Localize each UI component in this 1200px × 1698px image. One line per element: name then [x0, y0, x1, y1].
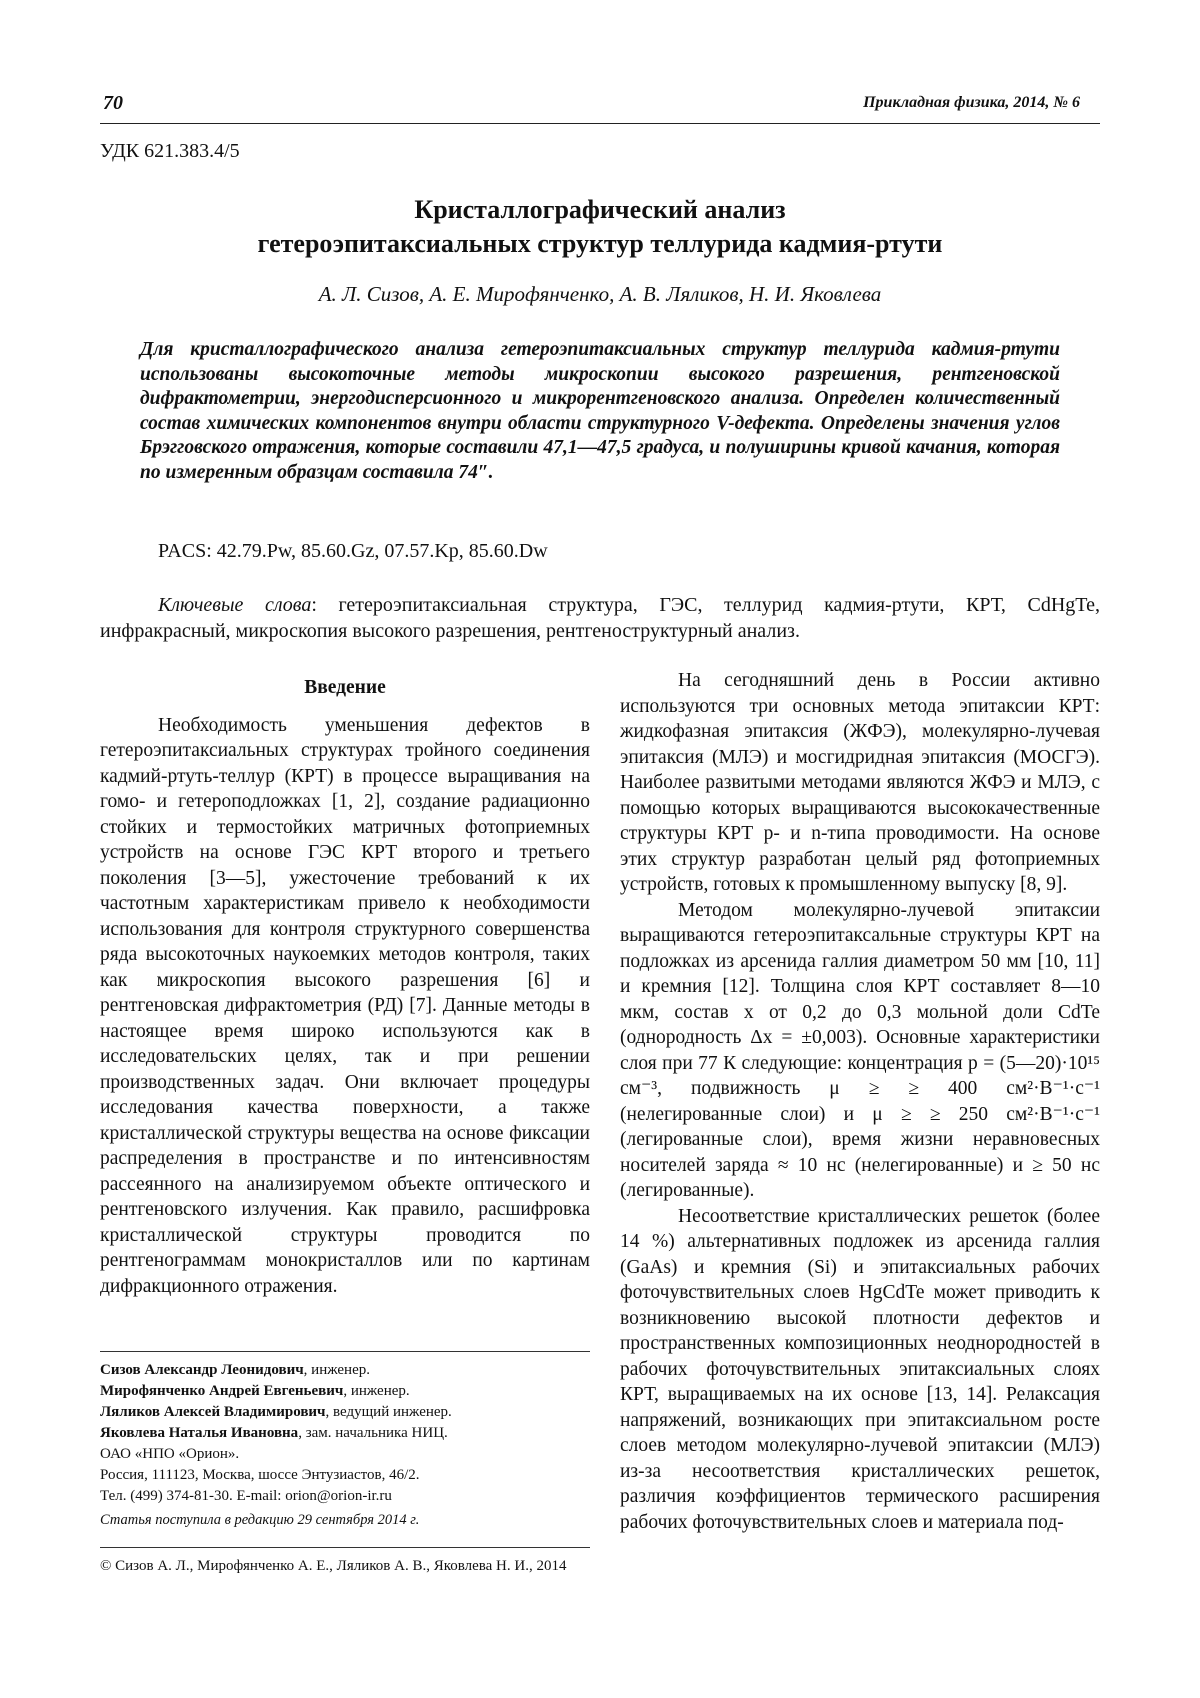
author-affiliations	[100, 1360, 590, 1507]
affiliation-line	[100, 1423, 590, 1444]
header-divider	[100, 123, 1100, 124]
body-paragraph-2: Методом молекулярно-лучевой эпитаксии выращиваются гетероэпитаксальные структуры КРТ на подложках из арсенида галлия диаметром 50 мм [10, 11] и кремния [12]. Толщина слоя КРТ составляет 8—10 мкм, состав x от 0,2 до 0,3 мольной доли CdTe (однородность Δx = ±0,003). Основные характеристики слоя при 77 К следующие: концентрация p = (5—20)·10¹⁵ см⁻³, подвижность μ ≥ ≥ 400 см²·В⁻¹·с⁻¹ (нелегированные слои) и μ ≥ ≥ 250 см²·В⁻¹·с⁻¹ (легированные слои), время жизни неравновесных носителей заряда ≈ 10 нс (нелегированные) и ≥ 50 нс (легированные).	[620, 899, 1100, 1201]
affiliation-line	[100, 1360, 590, 1381]
title-line-1: Кристаллографический анализ	[414, 195, 786, 224]
author-role: , ведущий инженер.	[325, 1404, 452, 1420]
intro-paragraph: Необходимость уменьшения дефектов в гетероэпитаксиальных структурах тройного соединения кадмий-ртуть-теллур (КРТ) в процессе выращивания на гомо- и гетероподложках [1, 2], создание радиационно стойких и термостойких матричных фотоприемных устройств на основе ГЭС КРТ второго и третьего поколения [3—5], ужесточение требований к их частотным характеристикам привело к необходимости использования для контроля структурного совершенства ряда высокоточных наукоемких методов контроля, таких как микроскопия высокого разрешения [6] и рентгеновская дифрактометрия (РД) [7]. Данные методы в настоящее время широко используются как в исследовательских целях, так и при решении производственных задач. Они включает процедуры исследования качества поверхности, а также кристаллической структуры вещества на основе фиксации распределения в пространстве и по интенсивностям рассеянного на анализируемом объекте оптического и рентгеновского излучения. Как правило, расшифровка кристаллической структуры проводится по рентгенограммам монокристаллов или по картинам дифракционного отражения.	[100, 714, 590, 1297]
article-title	[100, 193, 1100, 261]
keywords-text: : гетероэпитаксиальная структура, ГЭС, теллурид кадмия-ртути, КРТ, CdHgTe, инфракрасный, микроскопия высокого разрешения, рентгеноструктурный анализ.	[100, 594, 1101, 642]
author-role: , инженер.	[343, 1383, 410, 1399]
copyright-notice: © Сизов А. Л., Мирофянченко А. Е., Ляликов А. В., Яковлева Н. И., 2014	[100, 1558, 567, 1574]
author-role: , инженер.	[303, 1362, 370, 1378]
affiliation-line	[100, 1381, 590, 1402]
received-date: Статья поступила в редакцию 29 сентября 2014 г.	[100, 1512, 420, 1528]
left-column	[100, 675, 590, 1299]
abstract: Для кристаллографического анализа гетероэпитаксиальных структур теллурида кадмия-ртути использованы высокоточные методы микроскопии высокого разрешения, рентгеновской дифрактометрии, энергодисперсионного и микрорентгеновского анализа. Определен количественный состав химических компонентов внутри области структурного V-дефекта. Определены значения углов Брэгговского отражения, которые составили 47,1—47,5 градуса, и полуширины кривой качания, которая по измеренным образцам составила 74″.	[140, 339, 1060, 483]
body-paragraph-3: Несоответствие кристаллических решеток (более 14 %) альтернативных подложек из арсенида галлия (GaAs) и кремния (Si) и эпитаксиальных рабочих фоточувствительных слоев HgCdTe может приводить к возникновению высокой плотности дефектов и пространственных композиционных неоднородностей в рабочих фоточувствительных эпитаксиальных слоях КРТ, выращиваемых на их основе [13, 14]. Релаксация напряжений, возникающих при эпитаксиальном росте слоев методом молекулярно-лучевой эпитаксии (МЛЭ) из-за несоответствия кристаллических решеток, различия коэффициентов термического расширения рабочих фоточувствительных слоев и материала под-	[620, 1205, 1100, 1533]
keywords-label: Ключевые слова	[158, 594, 312, 616]
body-paragraph-1: На сегодняшний день в России активно используются три основных метода эпитаксии КРТ: жидкофазная эпитаксия (ЖФЭ), молекулярно-лучевая эпитаксия (МЛЭ) и мосгидридная эпитаксия (МОСГЭ). Наиболее развитыми методами являются ЖФЭ и МЛЭ, с помощью которых выращиваются высококачественные структуры КРТ p- и n-типа проводимости. На основе этих структур разработан целый ряд фотоприемных устройств, готовых к промышленному выпуску [8, 9].	[620, 670, 1100, 895]
copyright-divider	[100, 1547, 590, 1548]
section-heading-introduction: Введение	[304, 677, 386, 698]
organization-name: ОАО «НПО «Орион».	[100, 1446, 240, 1462]
affiliation-line	[100, 1402, 590, 1423]
keywords	[100, 592, 1100, 644]
author-name: Ляликов Алексей Владимирович	[100, 1404, 326, 1420]
page-number: 70	[103, 92, 123, 114]
udk-code: УДК 621.383.4/5	[100, 140, 240, 162]
right-column	[620, 668, 1100, 1535]
title-line-2: гетероэпитаксиальных структур теллурида кадмия-ртути	[257, 229, 943, 258]
author-name: Сизов Александр Леонидович	[100, 1362, 304, 1378]
footnote-divider	[100, 1351, 590, 1352]
journal-reference: Прикладная физика, 2014, № 6	[863, 94, 1080, 111]
organization-address: Россия, 111123, Москва, шоссе Энтузиастов, 46/2.	[100, 1467, 420, 1483]
organization-contacts: Тел. (499) 374-81-30. E-mail: orion@orion-ir.ru	[100, 1488, 392, 1504]
pacs-codes: PACS: 42.79.Pw, 85.60.Gz, 07.57.Kp, 85.60.Dw	[158, 540, 548, 562]
author-name: Мирофянченко Андрей Евгеньевич	[100, 1383, 344, 1399]
authors: А. Л. Сизов, А. Е. Мирофянченко, А. В. Ляликов, Н. И. Яковлева	[318, 282, 882, 306]
author-name: Яковлева Наталья Ивановна	[100, 1425, 299, 1441]
author-role: , зам. начальника НИЦ.	[298, 1425, 448, 1441]
